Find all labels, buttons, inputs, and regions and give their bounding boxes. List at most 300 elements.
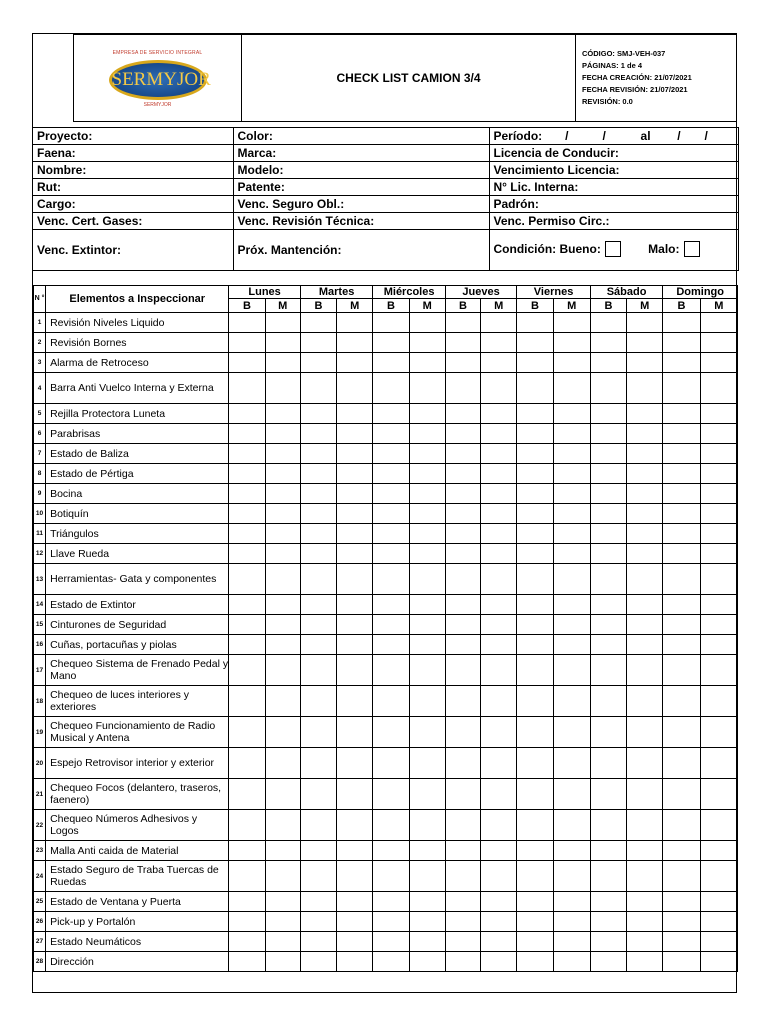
bueno-check-cell[interactable] (373, 635, 409, 655)
bueno-check-cell[interactable] (373, 333, 409, 353)
malo-check-cell[interactable] (700, 912, 737, 932)
malo-check-cell[interactable] (553, 504, 590, 524)
malo-check-cell[interactable] (627, 444, 663, 464)
bueno-check-cell[interactable] (517, 861, 553, 892)
bueno-check-cell[interactable] (590, 484, 626, 504)
bueno-check-cell[interactable] (663, 912, 700, 932)
bueno-check-cell[interactable] (590, 313, 626, 333)
malo-check-cell[interactable] (627, 313, 663, 333)
bueno-check-cell[interactable] (663, 333, 700, 353)
bueno-check-cell[interactable] (300, 595, 336, 615)
malo-check-cell[interactable] (700, 333, 737, 353)
malo-check-cell[interactable] (337, 353, 373, 373)
bueno-check-cell[interactable] (229, 932, 265, 952)
malo-check-cell[interactable] (409, 564, 445, 595)
bueno-check-cell[interactable] (517, 595, 553, 615)
bueno-check-cell[interactable] (517, 841, 553, 861)
bueno-check-cell[interactable] (517, 313, 553, 333)
bueno-check-cell[interactable] (663, 484, 700, 504)
bueno-check-cell[interactable] (590, 892, 626, 912)
bueno-check-cell[interactable] (517, 952, 553, 972)
bueno-check-cell[interactable] (229, 779, 265, 810)
bueno-check-cell[interactable] (229, 810, 265, 841)
bueno-check-cell[interactable] (373, 655, 409, 686)
bueno-check-cell[interactable] (517, 404, 553, 424)
malo-check-cell[interactable] (265, 484, 300, 504)
proyecto-field[interactable]: Proyecto: (33, 128, 233, 145)
malo-check-cell[interactable] (265, 504, 300, 524)
bueno-check-cell[interactable] (663, 544, 700, 564)
malo-check-cell[interactable] (553, 333, 590, 353)
malo-check-cell[interactable] (265, 892, 300, 912)
bueno-check-cell[interactable] (229, 333, 265, 353)
malo-check-cell[interactable] (700, 444, 737, 464)
malo-check-cell[interactable] (481, 810, 517, 841)
malo-check-cell[interactable] (627, 544, 663, 564)
malo-check-cell[interactable] (409, 444, 445, 464)
bueno-check-cell[interactable] (517, 484, 553, 504)
bueno-check-cell[interactable] (445, 504, 480, 524)
malo-check-cell[interactable] (553, 564, 590, 595)
malo-check-cell[interactable] (337, 464, 373, 484)
bueno-check-cell[interactable] (663, 615, 700, 635)
venc-gases-field[interactable]: Venc. Cert. Gases: (33, 213, 233, 230)
malo-check-cell[interactable] (627, 524, 663, 544)
malo-check-cell[interactable] (700, 952, 737, 972)
malo-check-cell[interactable] (700, 504, 737, 524)
bueno-check-cell[interactable] (300, 717, 336, 748)
malo-check-cell[interactable] (700, 353, 737, 373)
malo-check-cell[interactable] (553, 313, 590, 333)
bueno-check-cell[interactable] (229, 861, 265, 892)
bueno-check-cell[interactable] (445, 615, 480, 635)
bueno-check-cell[interactable] (373, 424, 409, 444)
malo-check-cell[interactable] (481, 504, 517, 524)
malo-check-cell[interactable] (409, 748, 445, 779)
bueno-check-cell[interactable] (300, 373, 336, 404)
malo-check-cell[interactable] (265, 404, 300, 424)
bueno-check-cell[interactable] (229, 717, 265, 748)
malo-check-cell[interactable] (265, 635, 300, 655)
malo-check-cell[interactable] (409, 717, 445, 748)
malo-check-cell[interactable] (265, 444, 300, 464)
malo-check-cell[interactable] (700, 748, 737, 779)
malo-check-cell[interactable] (409, 810, 445, 841)
malo-check-cell[interactable] (265, 544, 300, 564)
bueno-check-cell[interactable] (229, 424, 265, 444)
bueno-check-cell[interactable] (517, 686, 553, 717)
malo-check-cell[interactable] (337, 635, 373, 655)
malo-check-cell[interactable] (337, 952, 373, 972)
bueno-check-cell[interactable] (517, 464, 553, 484)
bueno-check-cell[interactable] (373, 564, 409, 595)
malo-check-cell[interactable] (553, 444, 590, 464)
malo-check-cell[interactable] (337, 615, 373, 635)
bueno-check-cell[interactable] (663, 932, 700, 952)
bueno-check-cell[interactable] (663, 353, 700, 373)
bueno-check-cell[interactable] (590, 615, 626, 635)
malo-check-cell[interactable] (337, 544, 373, 564)
malo-check-cell[interactable] (481, 524, 517, 544)
malo-check-cell[interactable] (481, 635, 517, 655)
bueno-check-cell[interactable] (300, 635, 336, 655)
bueno-check-cell[interactable] (445, 748, 480, 779)
bueno-check-cell[interactable] (229, 686, 265, 717)
malo-check-cell[interactable] (337, 524, 373, 544)
faena-field[interactable]: Faena: (33, 145, 233, 162)
malo-check-cell[interactable] (265, 932, 300, 952)
bueno-check-cell[interactable] (517, 810, 553, 841)
malo-check-cell[interactable] (553, 779, 590, 810)
bueno-check-cell[interactable] (300, 564, 336, 595)
bueno-check-cell[interactable] (590, 655, 626, 686)
malo-check-cell[interactable] (409, 544, 445, 564)
malo-check-cell[interactable] (265, 686, 300, 717)
bueno-check-cell[interactable] (445, 444, 480, 464)
malo-check-cell[interactable] (337, 748, 373, 779)
malo-check-cell[interactable] (553, 932, 590, 952)
bueno-check-cell[interactable] (663, 313, 700, 333)
malo-check-cell[interactable] (409, 484, 445, 504)
bueno-check-cell[interactable] (373, 595, 409, 615)
malo-check-cell[interactable] (409, 861, 445, 892)
bueno-check-cell[interactable] (229, 952, 265, 972)
bueno-check-cell[interactable] (663, 952, 700, 972)
bueno-check-cell[interactable] (229, 655, 265, 686)
bueno-check-cell[interactable] (445, 912, 480, 932)
bueno-check-cell[interactable] (300, 810, 336, 841)
bueno-check-cell[interactable] (590, 717, 626, 748)
bueno-check-cell[interactable] (590, 464, 626, 484)
malo-check-cell[interactable] (481, 333, 517, 353)
malo-check-cell[interactable] (700, 404, 737, 424)
bueno-check-cell[interactable] (229, 635, 265, 655)
bueno-check-cell[interactable] (300, 686, 336, 717)
bueno-check-cell[interactable] (445, 655, 480, 686)
malo-check-cell[interactable] (337, 504, 373, 524)
malo-check-cell[interactable] (409, 932, 445, 952)
bueno-check-cell[interactable] (663, 424, 700, 444)
malo-check-cell[interactable] (337, 779, 373, 810)
bueno-check-cell[interactable] (373, 686, 409, 717)
bueno-check-cell[interactable] (445, 464, 480, 484)
bueno-check-cell[interactable] (445, 353, 480, 373)
malo-check-cell[interactable] (265, 615, 300, 635)
bueno-check-cell[interactable] (229, 404, 265, 424)
malo-check-cell[interactable] (627, 404, 663, 424)
malo-check-cell[interactable] (553, 524, 590, 544)
lic-interna-field[interactable]: N° Lic. Interna: (489, 179, 738, 196)
bueno-checkbox[interactable] (605, 241, 621, 257)
bueno-check-cell[interactable] (229, 484, 265, 504)
bueno-check-cell[interactable] (663, 810, 700, 841)
malo-check-cell[interactable] (627, 464, 663, 484)
malo-check-cell[interactable] (700, 424, 737, 444)
malo-check-cell[interactable] (337, 484, 373, 504)
malo-check-cell[interactable] (700, 655, 737, 686)
malo-check-cell[interactable] (481, 952, 517, 972)
malo-check-cell[interactable] (409, 313, 445, 333)
bueno-check-cell[interactable] (373, 615, 409, 635)
malo-check-cell[interactable] (553, 717, 590, 748)
malo-check-cell[interactable] (409, 353, 445, 373)
malo-check-cell[interactable] (481, 841, 517, 861)
malo-check-cell[interactable] (337, 424, 373, 444)
malo-check-cell[interactable] (481, 655, 517, 686)
bueno-check-cell[interactable] (663, 861, 700, 892)
bueno-check-cell[interactable] (300, 524, 336, 544)
malo-check-cell[interactable] (337, 841, 373, 861)
bueno-check-cell[interactable] (663, 717, 700, 748)
malo-check-cell[interactable] (337, 892, 373, 912)
bueno-check-cell[interactable] (445, 717, 480, 748)
bueno-check-cell[interactable] (229, 373, 265, 404)
malo-check-cell[interactable] (700, 313, 737, 333)
malo-check-cell[interactable] (627, 952, 663, 972)
malo-check-cell[interactable] (409, 464, 445, 484)
bueno-check-cell[interactable] (590, 861, 626, 892)
malo-check-cell[interactable] (409, 655, 445, 686)
malo-check-cell[interactable] (553, 353, 590, 373)
malo-check-cell[interactable] (481, 373, 517, 404)
bueno-check-cell[interactable] (445, 564, 480, 595)
bueno-check-cell[interactable] (517, 892, 553, 912)
venc-seguro-field[interactable]: Venc. Seguro Obl.: (233, 196, 489, 213)
bueno-check-cell[interactable] (445, 373, 480, 404)
bueno-check-cell[interactable] (445, 424, 480, 444)
malo-check-cell[interactable] (409, 524, 445, 544)
bueno-check-cell[interactable] (229, 615, 265, 635)
bueno-check-cell[interactable] (300, 615, 336, 635)
bueno-check-cell[interactable] (229, 912, 265, 932)
malo-check-cell[interactable] (700, 892, 737, 912)
malo-check-cell[interactable] (265, 353, 300, 373)
bueno-check-cell[interactable] (663, 841, 700, 861)
vencimiento-licencia-field[interactable]: Vencimiento Licencia: (489, 162, 738, 179)
bueno-check-cell[interactable] (445, 544, 480, 564)
bueno-check-cell[interactable] (229, 444, 265, 464)
malo-check-cell[interactable] (700, 932, 737, 952)
bueno-check-cell[interactable] (445, 841, 480, 861)
malo-check-cell[interactable] (265, 655, 300, 686)
malo-check-cell[interactable] (700, 464, 737, 484)
malo-check-cell[interactable] (265, 524, 300, 544)
bueno-check-cell[interactable] (373, 544, 409, 564)
malo-check-cell[interactable] (627, 333, 663, 353)
malo-check-cell[interactable] (627, 686, 663, 717)
malo-check-cell[interactable] (627, 932, 663, 952)
malo-check-cell[interactable] (337, 373, 373, 404)
malo-check-cell[interactable] (627, 595, 663, 615)
malo-check-cell[interactable] (409, 892, 445, 912)
bueno-check-cell[interactable] (373, 717, 409, 748)
bueno-check-cell[interactable] (517, 564, 553, 595)
malo-check-cell[interactable] (481, 564, 517, 595)
malo-check-cell[interactable] (700, 373, 737, 404)
bueno-check-cell[interactable] (373, 912, 409, 932)
bueno-check-cell[interactable] (445, 404, 480, 424)
bueno-check-cell[interactable] (373, 524, 409, 544)
bueno-check-cell[interactable] (663, 504, 700, 524)
bueno-check-cell[interactable] (590, 952, 626, 972)
bueno-check-cell[interactable] (300, 544, 336, 564)
bueno-check-cell[interactable] (229, 841, 265, 861)
bueno-check-cell[interactable] (517, 524, 553, 544)
malo-check-cell[interactable] (265, 841, 300, 861)
malo-check-cell[interactable] (265, 333, 300, 353)
bueno-check-cell[interactable] (590, 404, 626, 424)
marca-field[interactable]: Marca: (233, 145, 489, 162)
malo-check-cell[interactable] (481, 912, 517, 932)
malo-check-cell[interactable] (553, 373, 590, 404)
bueno-check-cell[interactable] (300, 748, 336, 779)
periodo-field[interactable] (489, 128, 738, 145)
bueno-check-cell[interactable] (663, 635, 700, 655)
bueno-check-cell[interactable] (373, 810, 409, 841)
bueno-check-cell[interactable] (229, 524, 265, 544)
bueno-check-cell[interactable] (373, 504, 409, 524)
bueno-check-cell[interactable] (445, 861, 480, 892)
malo-check-cell[interactable] (553, 686, 590, 717)
bueno-check-cell[interactable] (590, 544, 626, 564)
malo-check-cell[interactable] (337, 932, 373, 952)
malo-check-cell[interactable] (265, 779, 300, 810)
bueno-check-cell[interactable] (517, 655, 553, 686)
malo-check-cell[interactable] (700, 810, 737, 841)
malo-check-cell[interactable] (481, 424, 517, 444)
malo-check-cell[interactable] (627, 892, 663, 912)
malo-check-cell[interactable] (627, 861, 663, 892)
bueno-check-cell[interactable] (590, 524, 626, 544)
malo-check-cell[interactable] (265, 424, 300, 444)
bueno-check-cell[interactable] (229, 892, 265, 912)
malo-check-cell[interactable] (265, 464, 300, 484)
malo-check-cell[interactable] (553, 912, 590, 932)
bueno-check-cell[interactable] (373, 464, 409, 484)
malo-check-cell[interactable] (409, 424, 445, 444)
bueno-check-cell[interactable] (373, 444, 409, 464)
malo-check-cell[interactable] (627, 655, 663, 686)
malo-check-cell[interactable] (700, 861, 737, 892)
bueno-check-cell[interactable] (300, 444, 336, 464)
bueno-check-cell[interactable] (517, 932, 553, 952)
malo-check-cell[interactable] (409, 779, 445, 810)
bueno-check-cell[interactable] (517, 544, 553, 564)
malo-check-cell[interactable] (627, 717, 663, 748)
bueno-check-cell[interactable] (590, 779, 626, 810)
malo-check-cell[interactable] (409, 686, 445, 717)
bueno-check-cell[interactable] (229, 504, 265, 524)
malo-check-cell[interactable] (481, 444, 517, 464)
modelo-field[interactable]: Modelo: (233, 162, 489, 179)
malo-check-cell[interactable] (627, 748, 663, 779)
malo-check-cell[interactable] (627, 912, 663, 932)
malo-check-cell[interactable] (481, 779, 517, 810)
bueno-check-cell[interactable] (229, 748, 265, 779)
bueno-check-cell[interactable] (373, 353, 409, 373)
bueno-check-cell[interactable] (373, 892, 409, 912)
malo-check-cell[interactable] (409, 952, 445, 972)
bueno-check-cell[interactable] (373, 779, 409, 810)
malo-check-cell[interactable] (481, 748, 517, 779)
bueno-check-cell[interactable] (590, 424, 626, 444)
malo-check-cell[interactable] (409, 912, 445, 932)
malo-check-cell[interactable] (265, 313, 300, 333)
malo-check-cell[interactable] (265, 595, 300, 615)
malo-check-cell[interactable] (481, 464, 517, 484)
malo-check-cell[interactable] (481, 595, 517, 615)
bueno-check-cell[interactable] (445, 313, 480, 333)
bueno-check-cell[interactable] (517, 373, 553, 404)
bueno-check-cell[interactable] (445, 952, 480, 972)
bueno-check-cell[interactable] (590, 810, 626, 841)
bueno-check-cell[interactable] (517, 424, 553, 444)
malo-check-cell[interactable] (553, 892, 590, 912)
malo-check-cell[interactable] (553, 464, 590, 484)
bueno-check-cell[interactable] (445, 333, 480, 353)
bueno-check-cell[interactable] (663, 892, 700, 912)
malo-check-cell[interactable] (481, 404, 517, 424)
bueno-check-cell[interactable] (300, 353, 336, 373)
malo-check-cell[interactable] (409, 404, 445, 424)
bueno-check-cell[interactable] (373, 313, 409, 333)
bueno-check-cell[interactable] (445, 635, 480, 655)
bueno-check-cell[interactable] (663, 444, 700, 464)
malo-check-cell[interactable] (337, 313, 373, 333)
bueno-check-cell[interactable] (445, 810, 480, 841)
bueno-check-cell[interactable] (445, 686, 480, 717)
malo-check-cell[interactable] (481, 544, 517, 564)
bueno-check-cell[interactable] (373, 748, 409, 779)
malo-check-cell[interactable] (700, 544, 737, 564)
bueno-check-cell[interactable] (445, 779, 480, 810)
malo-check-cell[interactable] (700, 524, 737, 544)
venc-extintor-field[interactable]: Venc. Extintor: (33, 230, 233, 271)
bueno-check-cell[interactable] (300, 912, 336, 932)
malo-check-cell[interactable] (553, 484, 590, 504)
malo-check-cell[interactable] (481, 932, 517, 952)
malo-check-cell[interactable] (265, 861, 300, 892)
bueno-check-cell[interactable] (517, 353, 553, 373)
bueno-check-cell[interactable] (373, 484, 409, 504)
malo-check-cell[interactable] (409, 595, 445, 615)
bueno-check-cell[interactable] (517, 615, 553, 635)
malo-check-cell[interactable] (700, 564, 737, 595)
malo-check-cell[interactable] (265, 373, 300, 404)
malo-check-cell[interactable] (409, 504, 445, 524)
bueno-check-cell[interactable] (445, 484, 480, 504)
malo-check-cell[interactable] (553, 952, 590, 972)
malo-check-cell[interactable] (700, 779, 737, 810)
bueno-check-cell[interactable] (445, 524, 480, 544)
malo-check-cell[interactable] (553, 810, 590, 841)
bueno-check-cell[interactable] (300, 892, 336, 912)
bueno-check-cell[interactable] (590, 686, 626, 717)
bueno-check-cell[interactable] (663, 464, 700, 484)
bueno-check-cell[interactable] (517, 779, 553, 810)
bueno-check-cell[interactable] (663, 373, 700, 404)
malo-check-cell[interactable] (481, 861, 517, 892)
bueno-check-cell[interactable] (663, 524, 700, 544)
bueno-check-cell[interactable] (663, 686, 700, 717)
bueno-check-cell[interactable] (590, 912, 626, 932)
bueno-check-cell[interactable] (590, 635, 626, 655)
malo-check-cell[interactable] (337, 912, 373, 932)
bueno-check-cell[interactable] (373, 952, 409, 972)
bueno-check-cell[interactable] (300, 504, 336, 524)
venc-revision-field[interactable]: Venc. Revisión Técnica: (233, 213, 489, 230)
malo-check-cell[interactable] (627, 504, 663, 524)
